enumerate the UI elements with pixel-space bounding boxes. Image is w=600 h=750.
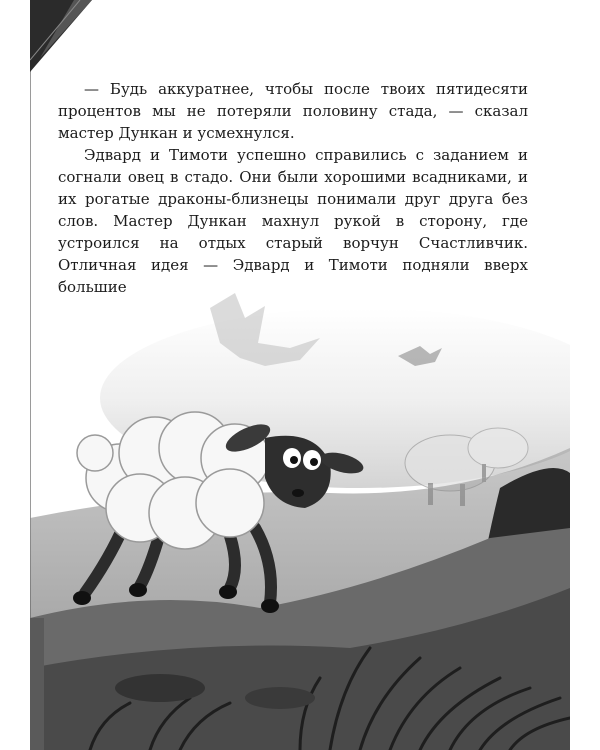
paragraph-2: Эдвард и Тимоти успешно справились с заданием и согнали овец в стадо. Они были хорошими всадниками, и их рогатые драконы-близнецы понимали друг друга без слов. Мастер Дункан махнул рукой в сторону, где устроился на отдых старый ворчун Счастливчик. Отличная идея — Эдвард и Тимоти подняли вверх большие	[58, 146, 528, 296]
paragraph-1: — Будь аккуратнее, чтобы после твоих пятидесяти процентов мы не потеряли половину стада, — сказал мастер Дункан и усмехнулся.	[58, 80, 528, 142]
fence-post	[30, 618, 44, 750]
corner-illustration-fragment	[30, 0, 100, 75]
rock-center	[245, 687, 315, 709]
rock-left	[115, 674, 205, 702]
sheep-illustration	[30, 288, 570, 750]
page-left-edge	[0, 0, 31, 750]
story-text	[58, 78, 528, 298]
